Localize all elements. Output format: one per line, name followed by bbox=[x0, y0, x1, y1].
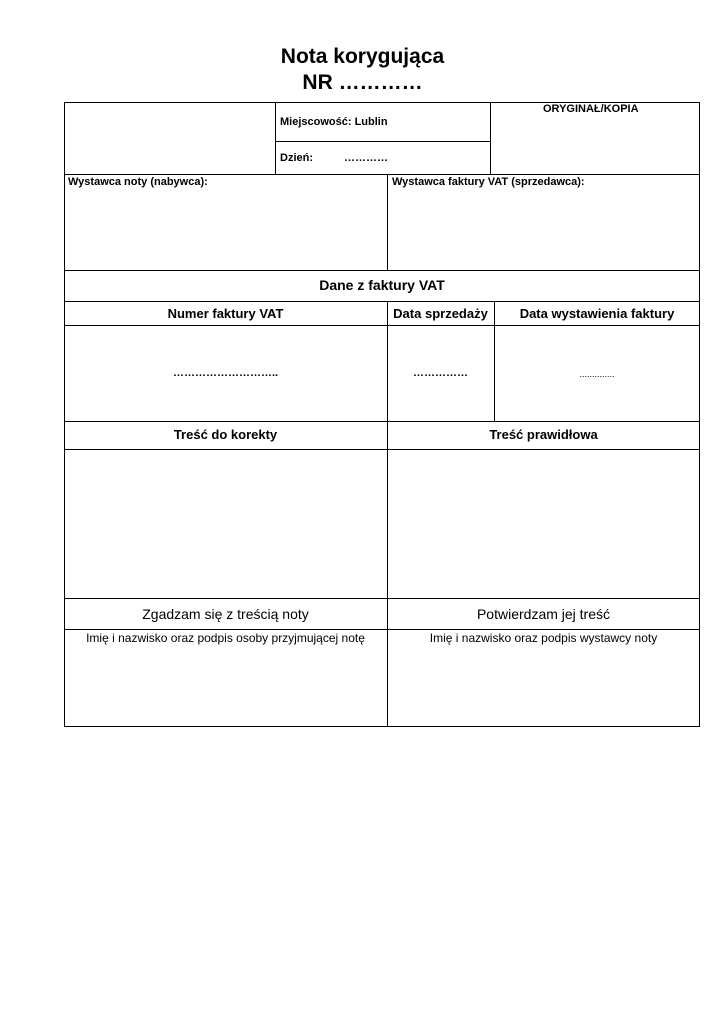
issue-date-header: Data wystawienia faktury bbox=[519, 306, 675, 321]
invoice-number-header: Numer faktury VAT bbox=[167, 306, 284, 321]
incorrect-content-header: Treść do korekty bbox=[173, 427, 278, 442]
invoice-number-value: ……………………….. bbox=[172, 367, 279, 379]
sale-date-value: …………… bbox=[413, 367, 468, 379]
divider bbox=[64, 449, 700, 450]
day-label: Dzień: bbox=[280, 152, 313, 164]
correct-content-header: Treść prawidłowa bbox=[489, 427, 598, 442]
divider bbox=[275, 141, 490, 142]
divider bbox=[387, 174, 388, 271]
divider bbox=[64, 598, 700, 599]
divider bbox=[64, 270, 700, 271]
seller-label: Wystawca faktury VAT (sprzedawca): bbox=[392, 176, 585, 188]
divider bbox=[64, 421, 700, 422]
divider bbox=[64, 629, 700, 630]
divider bbox=[387, 421, 388, 727]
place-field: Miejscowość: Lublin bbox=[280, 116, 388, 128]
divider bbox=[64, 301, 700, 302]
day-value: ………… bbox=[344, 152, 388, 164]
note-number: NR ………… bbox=[302, 71, 423, 94]
invoice-section-title: Dane z faktury VAT bbox=[319, 277, 445, 293]
original-copy-label: ORYGINAŁ/KOPIA bbox=[543, 103, 639, 115]
receiver-signature-label: Imię i nazwisko oraz podpis osoby przyjmującej notę bbox=[86, 631, 365, 645]
divider bbox=[275, 102, 276, 174]
issue-date-value: .............. bbox=[579, 369, 615, 379]
document-title: Nota korygująca bbox=[280, 45, 445, 68]
issuer-signature-label: Imię i nazwisko oraz podpis wystawcy noty bbox=[429, 631, 658, 645]
divider bbox=[490, 102, 491, 174]
sale-date-header: Data sprzedaży bbox=[393, 306, 488, 321]
confirm-text: Potwierdzam jej treść bbox=[476, 606, 611, 622]
agree-text: Zgadzam się z treścią noty bbox=[142, 606, 309, 622]
issuer-label: Wystawca noty (nabywca): bbox=[68, 176, 208, 188]
divider bbox=[64, 325, 700, 326]
divider bbox=[64, 174, 700, 175]
